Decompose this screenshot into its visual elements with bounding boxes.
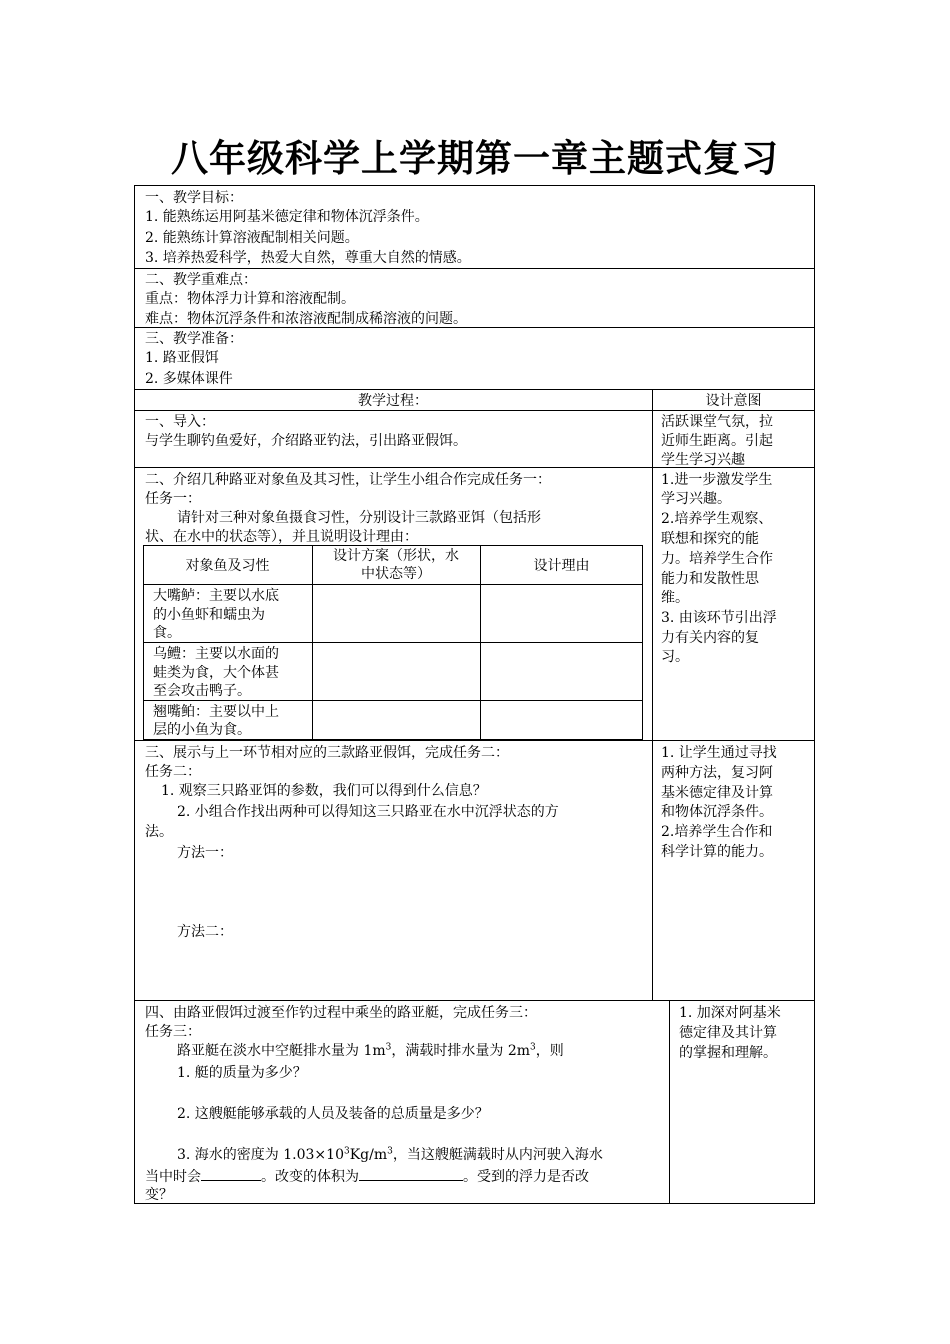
step3-intent: 1. 让学生通过寻找 (661, 745, 777, 761)
task3-question: 2. 这艘艇能够承载的人员及装备的总质量是多少？ (177, 1106, 489, 1122)
method-one-label: 方法一： (177, 845, 233, 861)
key-point-item: 难点：物体沉浮条件和浓溶液配制成稀溶液的问题。 (145, 311, 467, 327)
fish-row-text: 至会攻击鸭子。 (153, 683, 251, 699)
task3-question: 当中时会 。改变的体积为 。受到的浮力是否改 (145, 1166, 589, 1187)
task1-label: 任务一： (145, 491, 201, 507)
divider (134, 740, 815, 741)
fish-col-header: 对象鱼及习性 (185, 558, 270, 574)
step2-intent: 3. 由该环节引出浮 (661, 610, 777, 626)
fish-row-text: 大嘴鲈：主要以水底 (153, 588, 279, 604)
task2-question: 1. 观察三只路亚饵的参数，我们可以得到什么信息？ (161, 783, 487, 799)
answer-blank[interactable] (201, 1166, 261, 1181)
process-header: 教学过程： (358, 393, 428, 409)
step4-intent: 的掌握和理解。 (679, 1045, 777, 1061)
intent-header: 设计意图 (705, 393, 762, 409)
design-col-header: 设计方案（形状，水 (333, 548, 459, 564)
step2-intent: 习。 (661, 649, 689, 665)
objectives-heading: 一、教学目标： (145, 190, 243, 206)
task1-instruction: 请针对三种对象鱼摄食习性，分别设计三款路亚饵（包括形 (177, 510, 541, 526)
task3-given: 路亚艇在淡水中空艇排水量为 $1m^3$，满载时排水量为 $2m^3$，则 (177, 1042, 564, 1059)
step3-intent: 科学计算的能力。 (661, 844, 773, 860)
task2-label: 任务二： (145, 764, 201, 780)
step4-intent: 1. 加深对阿基米 (679, 1005, 781, 1021)
answer-blank[interactable] (359, 1166, 463, 1181)
fish-row-text: 蛙类为食，大个体甚 (153, 665, 279, 681)
divider (143, 584, 643, 585)
preparation-item: 1. 路亚假饵 (145, 350, 219, 366)
objective-item: 1. 能熟练运用阿基米德定律和物体沉浮条件。 (145, 209, 429, 225)
step3-intent: 两种方法，复习阿 (661, 765, 773, 781)
task2-question: 法。 (145, 824, 173, 840)
reason-col-header: 设计理由 (533, 558, 590, 574)
step2-intent: 力。培养学生合作 (661, 551, 773, 567)
key-point-item: 重点：物体浮力计算和溶液配制。 (145, 291, 355, 307)
divider (652, 389, 653, 1001)
page-title: 八年级科学上学期第一章主题式复习 (171, 137, 779, 180)
step1-intent: 近师生距离。引起 (661, 433, 773, 449)
divider (134, 389, 815, 390)
divider (669, 1000, 670, 1204)
step2-intent: 学习兴趣。 (661, 491, 731, 507)
step2-intent: 维。 (661, 590, 689, 606)
design-col-header: 中状态等） (361, 566, 431, 582)
task1-instruction: 状、在水中的状态等），并且说明设计理由： (145, 529, 418, 545)
fish-row-text: 的小鱼虾和蠕虫为 (153, 607, 265, 623)
task3-label: 任务三： (145, 1024, 201, 1040)
step1-heading: 一、导入： (145, 414, 215, 430)
step1-text: 与学生聊钓鱼爱好，介绍路亚钓法，引出路亚假饵。 (145, 433, 467, 449)
fish-row-text: 层的小鱼为食。 (153, 722, 251, 738)
step4-intent: 德定律及其计算 (679, 1025, 777, 1041)
task3-question: 3. 海水的密度为 $1.03\times 10^3Kg/m^3$，当这艘艇满载时从内河驶入海水 (177, 1146, 603, 1163)
key-points-heading: 二、教学重难点： (145, 272, 257, 288)
step1-intent: 学生学习兴趣 (661, 452, 745, 468)
task3-question: 变？ (145, 1187, 173, 1203)
step2-intent: 1.进一步激发学生 (661, 472, 773, 488)
fish-row-text: 翘嘴鲌：主要以中上 (153, 704, 279, 720)
step3-intent: 基米德定律及计算 (661, 785, 773, 801)
preparation-heading: 三、教学准备： (145, 331, 243, 347)
step1-intent: 活跃课堂气氛，拉 (661, 414, 773, 430)
objective-item: 3. 培养热爱科学，热爱大自然，尊重大自然的情感。 (145, 250, 471, 266)
step3-intent: 2.培养学生合作和 (661, 824, 773, 840)
step3-heading: 三、展示与上一环节相对应的三款路亚假饵，完成任务二： (145, 745, 509, 761)
step2-intent: 2.培养学生观察、 (661, 511, 773, 527)
fish-row-text: 乌鳢：主要以水面的 (153, 646, 279, 662)
fish-row-text: 食。 (153, 625, 181, 641)
method-two-label: 方法二： (177, 924, 233, 940)
divider (134, 268, 815, 269)
preparation-item: 2. 多媒体课件 (145, 371, 233, 387)
divider (143, 642, 643, 643)
step2-intent: 力有关内容的复 (661, 630, 759, 646)
task3-question: 1. 艇的质量为多少？ (177, 1065, 307, 1081)
task2-question: 2. 小组合作找出两种可以得知这三只路亚在水中沉浮状态的方 (177, 804, 559, 820)
step4-heading: 四、由路亚假饵过渡至作钓过程中乘坐的路亚艇，完成任务三： (145, 1005, 537, 1021)
objective-item: 2. 能熟练计算溶液配制相关问题。 (145, 230, 359, 246)
step2-heading: 二、介绍几种路亚对象鱼及其习性，让学生小组合作完成任务一： (145, 472, 551, 488)
step3-intent: 和物体沉浮条件。 (661, 804, 773, 820)
step2-intent: 联想和探究的能 (661, 531, 759, 547)
step2-intent: 能力和发散性思 (661, 571, 759, 587)
